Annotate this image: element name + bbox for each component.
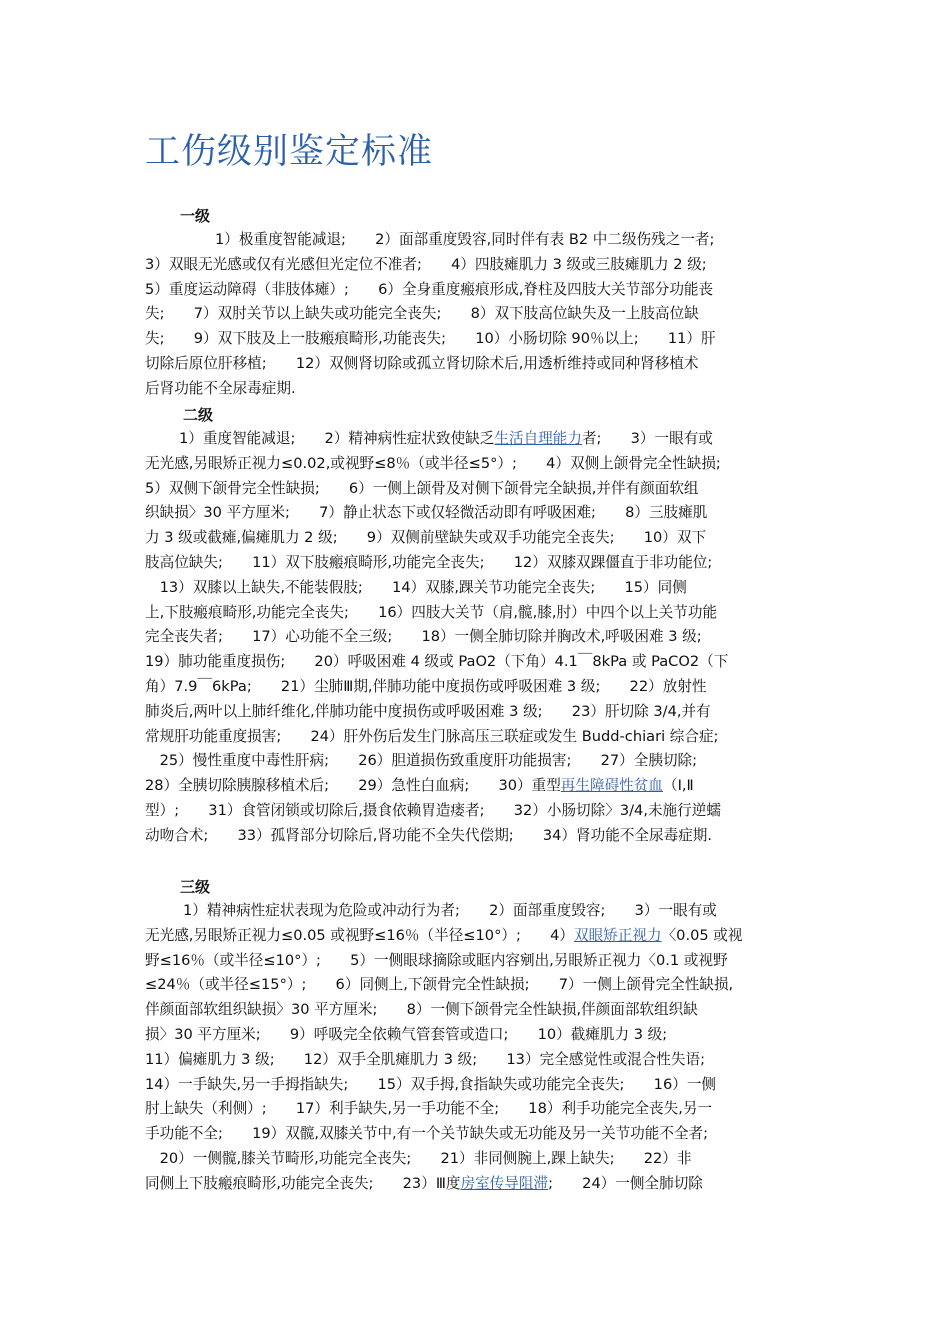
section-body — [145, 899, 810, 1197]
text-line — [145, 551, 810, 576]
inline-link[interactable]: 房室传导阻滞 — [460, 1174, 549, 1192]
section-heading: 一级 — [180, 207, 211, 225]
text-run: 织缺损〉30 平方厘米; 7）静止状态下或仅轻微活动即有呼吸困难; 8）三肢瘫肌 — [145, 504, 708, 522]
text-run: 失; 9）双下肢及上一肢瘢痕畸形,功能丧失; 10）小肠切除 90％以上; 11）肝 — [145, 330, 716, 348]
text-line — [145, 377, 810, 402]
text-run: 3）双眼无光感或仅有光感但光定位不准者; 4）四肢瘫肌力 3 级或三肢瘫肌力 2 级; — [145, 255, 707, 273]
text-line — [145, 352, 810, 377]
text-line — [145, 327, 810, 352]
inline-link[interactable]: 生活自理能力 — [494, 430, 582, 447]
text-run: 角）7.9￣6kPa; 21）尘肺Ⅲ期,伴肺功能中度损伤或呼吸困难 3 级; 22）放射性 — [145, 677, 707, 695]
text-run: 切除后原位肝移植; 12）双侧肾切除或孤立肾切除术后,用透析维持或同种肾移植术 — [145, 354, 699, 372]
text-line — [145, 998, 810, 1023]
text-run: 25）慢性重度中毒性肝病; 26）胆道损伤致重度肝功能损害; 27）全胰切除; — [145, 752, 698, 770]
text-line — [145, 675, 810, 700]
text-run: 1）极重度智能减退; 2）面部重度毁容,同时伴有表 B2 中二级伤残之一者; — [215, 231, 715, 248]
text-line — [145, 1073, 810, 1098]
section-heading: 二级 — [183, 406, 214, 424]
section-grade-2 — [145, 403, 810, 849]
text-run: 1）精神病性症状表现为危险或冲动行为者; 2）面部重度毁容; 3）一眼有或 — [183, 902, 717, 919]
text-line — [145, 749, 810, 774]
text-line — [145, 228, 810, 253]
text-run: 无光感,另眼矫正视力≤0.05 或视野≤16％（半径≤10°）; 4） — [145, 926, 574, 944]
text-line — [145, 650, 810, 675]
text-run: 5）双侧下颌骨完全性缺损; 6）一侧上颌骨及对侧下颌骨完全缺损,并伴有颜面软组 — [145, 479, 699, 497]
text-run: 14）一手缺失,另一手拇指缺失; 15）双手拇,食指缺失或功能完全丧失; 16）一侧 — [145, 1075, 717, 1093]
text-line — [145, 799, 810, 824]
text-line — [145, 700, 810, 725]
text-run: 动吻合术; 33）孤肾部分切除后,肾功能不全失代偿期; 34）肾功能不全尿毒症期. — [145, 826, 713, 844]
text-run: 同侧上下肢瘢痕畸形,功能完全丧失; 23）Ⅲ度 — [145, 1174, 461, 1192]
text-line — [145, 725, 810, 750]
text-run: 28）全胰切除胰腺移植术后; 29）急性白血病; 30）重型 — [145, 777, 561, 795]
text-line — [145, 526, 810, 551]
text-line — [145, 601, 810, 626]
document-title: 工伤级别鉴定标准 — [145, 132, 434, 172]
text-line — [145, 501, 810, 526]
text-run: ; 24）一侧全肺切除 — [548, 1174, 703, 1192]
text-run: 肺炎后,两叶以上肺纤维化,伴肺功能中度损伤或呼吸困难 3 级; 23）肝切除 3/4,并有 — [145, 702, 711, 720]
text-run: 伴颜面部软组织缺损〉30 平方厘米; 8）一侧下颌骨完全性缺损,伴颜面部软组织缺 — [145, 1001, 698, 1019]
text-line — [145, 824, 810, 849]
section-grade-3 — [145, 875, 810, 1197]
text-line — [145, 1122, 810, 1147]
text-run: 1）重度智能减退; 2）精神病性症状致使缺乏 — [179, 430, 495, 447]
text-run: 肢高位缺失; 11）双下肢瘢痕畸形,功能完全丧失; 12）双膝双踝僵直于非功能位; — [145, 553, 713, 571]
text-line — [145, 302, 810, 327]
text-run: 手功能不全; 19）双髋,双膝关节中,有一个关节缺失或无功能及另一关节功能不全者; — [145, 1125, 709, 1143]
text-run: 5）重度运动障碍（非肢体瘫）; 6）全身重度瘢痕形成,脊柱及四肢大关节部分功能丧 — [145, 280, 714, 298]
text-line — [145, 899, 810, 924]
inline-link[interactable]: 双眼矫正视力 — [573, 926, 662, 944]
text-run: ≤24％（或半径≤15°）; 6）同侧上,下颌骨完全性缺损; 7）一侧上颌骨完全性缺损, — [145, 976, 734, 994]
text-run: 野≤16％（或半径≤10°）; 5）一侧眼球摘除或眶内容剜出,另眼矫正视力〈0.1 或视野 — [145, 951, 728, 969]
text-line — [145, 278, 810, 303]
text-line — [145, 1147, 810, 1172]
text-run: 失; 7）双肘关节以上缺失或功能完全丧失; 8）双下肢高位缺失及一上肢高位缺 — [145, 305, 699, 323]
text-line — [145, 576, 810, 601]
text-line — [145, 774, 810, 799]
text-run: 型）; 31）食管闭锁或切除后,摄食依赖胃造瘘者; 32）小肠切除〉3/4,未施行逆蠕 — [145, 801, 721, 819]
text-line — [145, 1023, 810, 1048]
text-line — [145, 452, 810, 477]
text-line — [145, 1048, 810, 1073]
text-run: 者; 3）一眼有或 — [581, 430, 713, 447]
text-line — [145, 1172, 810, 1197]
text-line — [145, 625, 810, 650]
text-line — [145, 924, 810, 949]
section-grade-1 — [145, 204, 810, 402]
text-run: 后肾功能不全尿毒症期. — [145, 379, 296, 397]
text-run: 常规肝功能重度损害; 24）肝外伤后发生门脉高压三联症或发生 Budd-chiari 综合症; — [145, 727, 719, 745]
section-body — [145, 427, 810, 849]
text-line — [145, 1097, 810, 1122]
text-line — [145, 973, 810, 998]
text-run: 肘上缺失（利侧）; 17）利手缺失,另一手功能不全; 18）利手功能完全丧失,另一 — [145, 1100, 713, 1118]
text-line — [145, 427, 810, 452]
inline-link[interactable]: 再生障碍性贫血 — [560, 777, 663, 795]
section-heading: 三级 — [180, 878, 211, 896]
text-line — [145, 253, 810, 278]
text-run: 19）肺功能重度损伤; 20）呼吸困难 4 级或 PaO2（下角）4.1￣8kPa 或 PaCO2（下 — [145, 653, 729, 671]
text-run: 无光感,另眼矫正视力≤0.02,或视野≤8％（或半径≤5°）; 4）双侧上颌骨完全性缺损; — [145, 454, 721, 472]
text-line — [145, 477, 810, 502]
text-run: 13）双膝以上缺失,不能装假肢; 14）双膝,踝关节功能完全丧失; 15）同侧 — [145, 578, 687, 596]
text-run: 11）偏瘫肌力 3 级; 12）双手全肌瘫肌力 3 级; 13）完全感觉性或混合性失语; — [145, 1050, 705, 1068]
text-run: 完全丧失者; 17）心功能不全三级; 18）一侧全肺切除并胸改术,呼吸困难 3 级; — [145, 628, 702, 646]
text-run: 20）一侧髋,膝关节畸形,功能完全丧失; 21）非同侧腕上,踝上缺失; 22）非 — [145, 1149, 692, 1167]
text-run: （Ⅰ,Ⅱ — [662, 777, 694, 795]
text-line — [145, 949, 810, 974]
text-run: 损〉30 平方厘米; 9）呼吸完全依赖气管套管或造口; 10）截瘫肌力 3 级; — [145, 1025, 668, 1043]
text-run: 力 3 级或截瘫,偏瘫肌力 2 级; 9）双侧前壁缺失或双手功能完全丧失; 10）双下 — [145, 529, 707, 547]
text-run: 上,下肢瘢痕畸形,功能完全丧失; 16）四肢大关节（肩,髋,膝,肘）中四个以上关节功能 — [145, 603, 718, 621]
text-run: 〈0.05 或视 — [661, 926, 743, 944]
section-body — [145, 228, 810, 402]
